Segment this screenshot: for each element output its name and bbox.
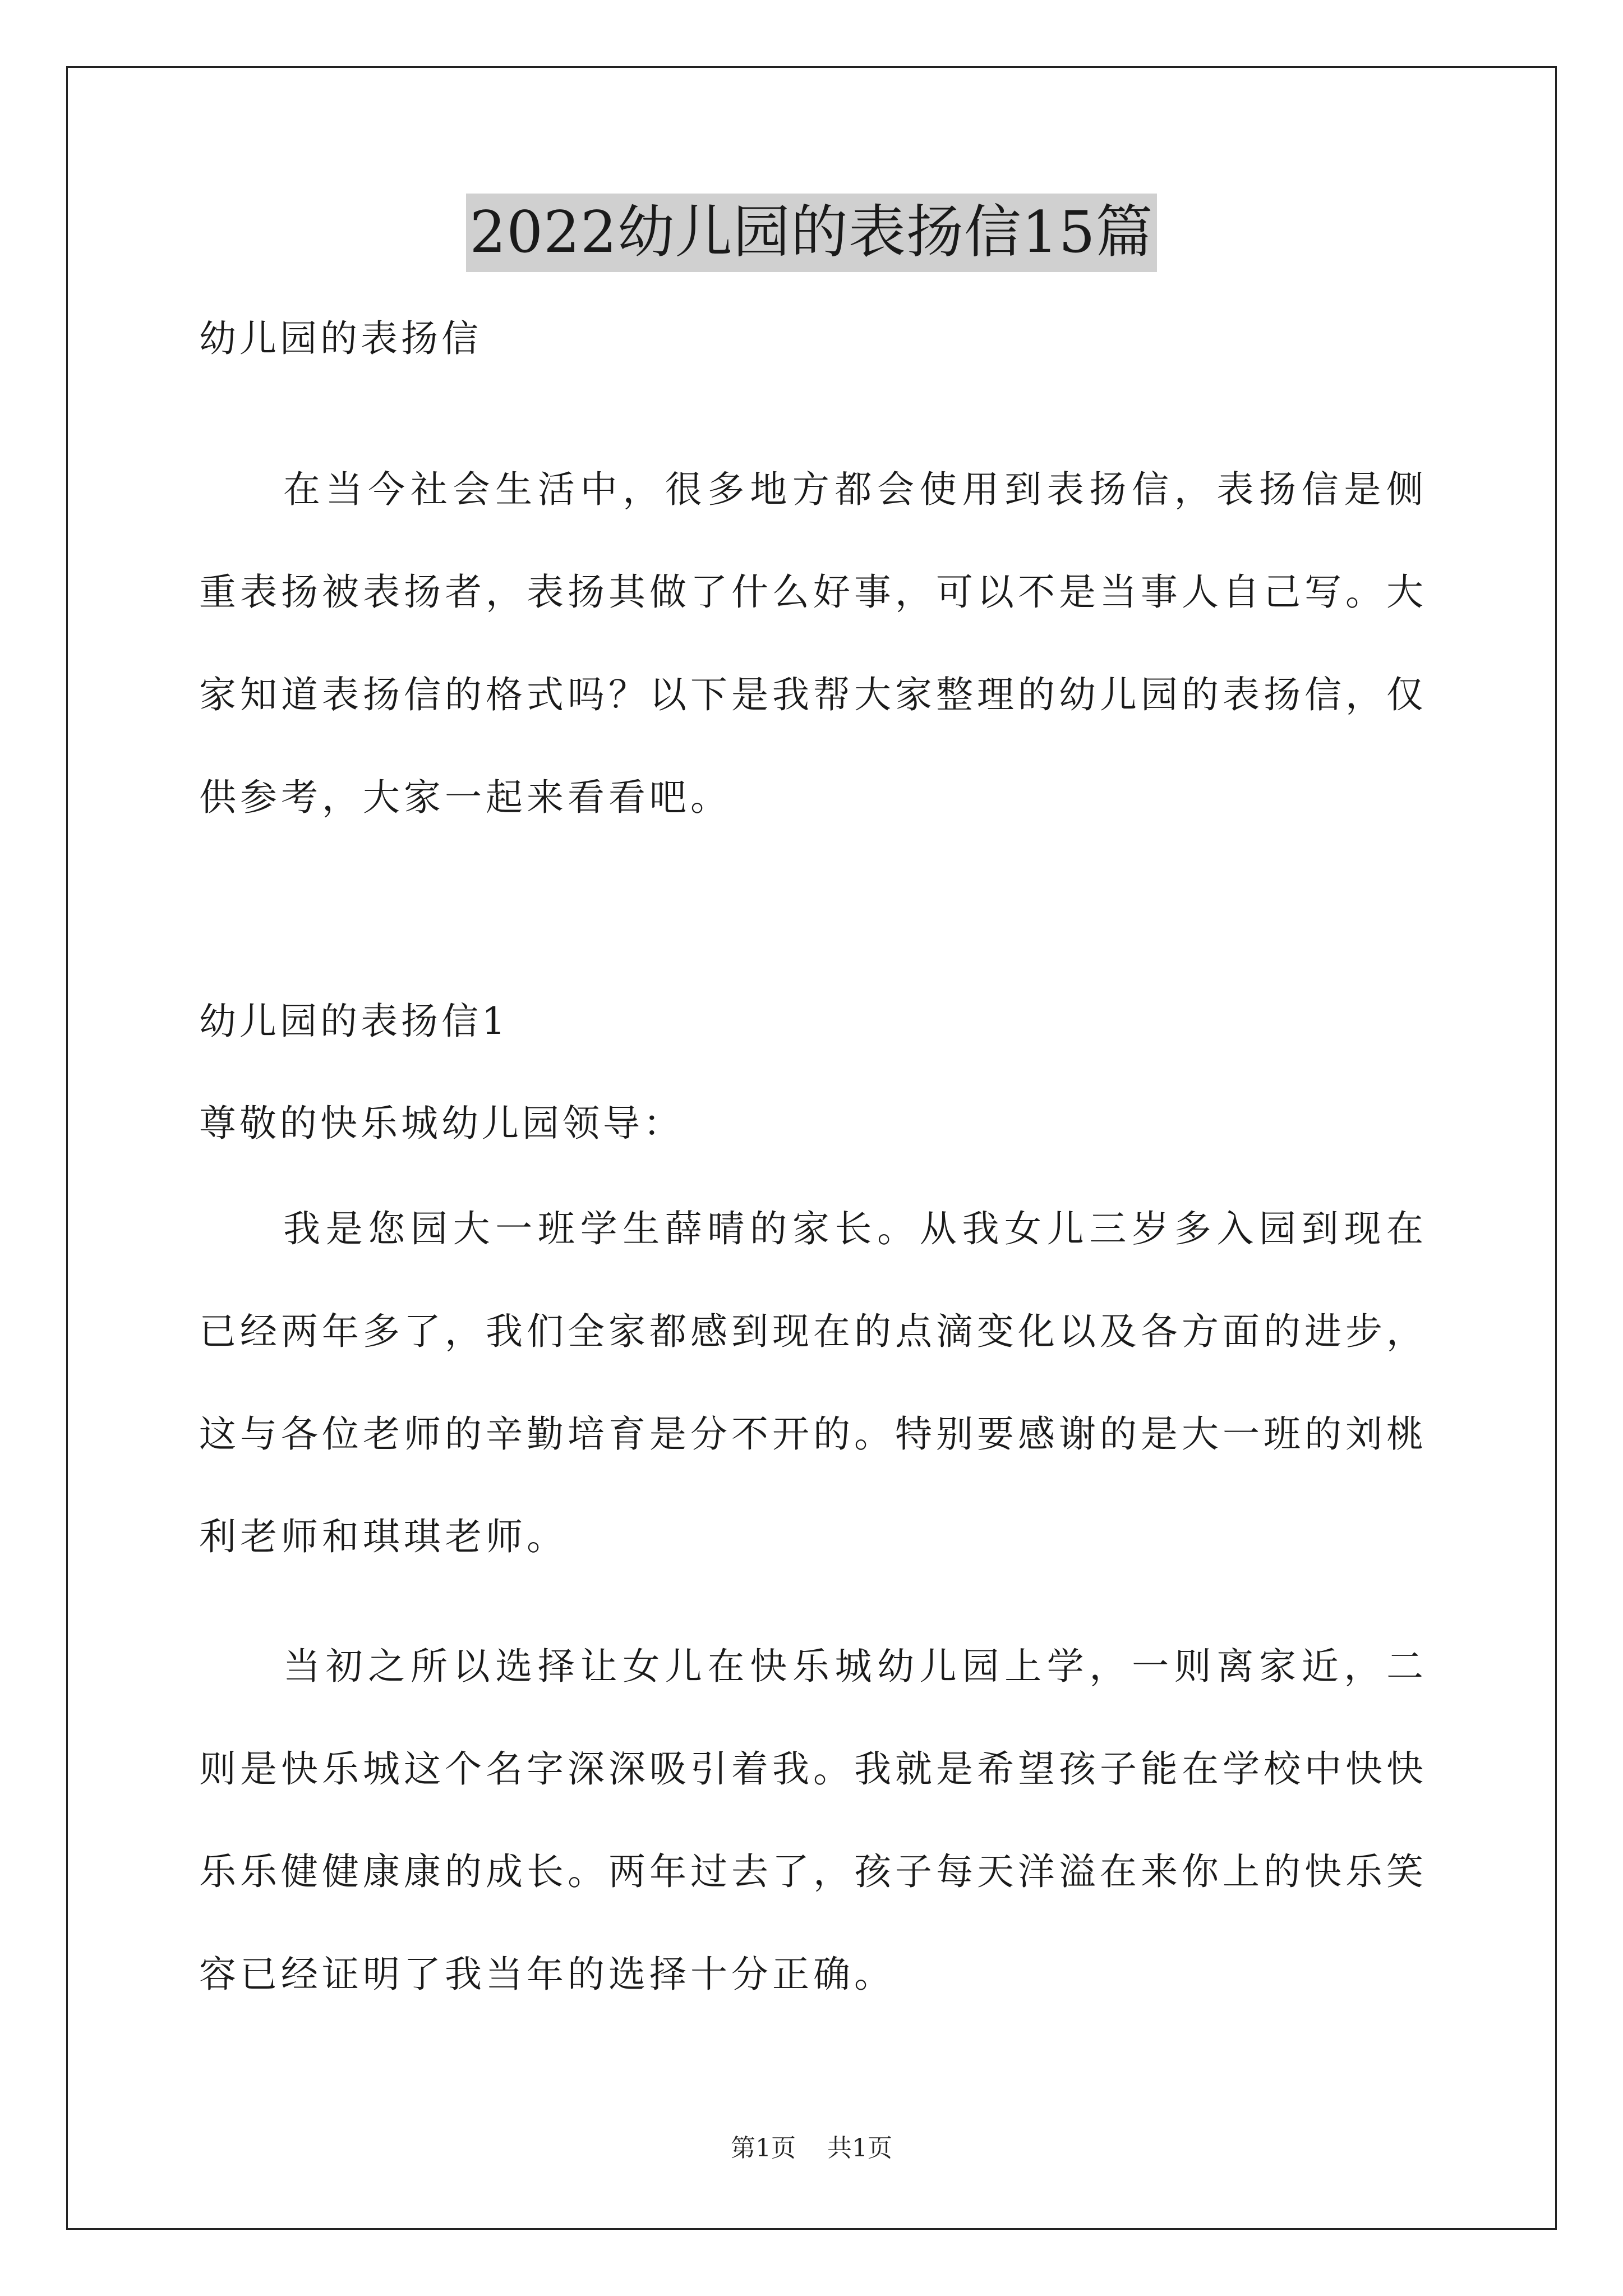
letter-1-salutation: 尊敬的快乐城幼儿园领导： xyxy=(199,1102,684,1145)
title-container xyxy=(0,194,1623,272)
letter-1-heading: 幼儿园的表扬信1 xyxy=(199,1000,509,1043)
letter-1-paragraph-1: 我是您园大一班学生薛晴的家长。从我女儿三岁多入园到现在已经两年多了，我们全家都感到现在的点滴变化以及各方面的进步，这与各位老师的辛勤培育是分不开的。特别要感谢的是大一班的刘桃利老师和琪琪老师。 xyxy=(199,1207,1427,1558)
page-number-current: 第1页 xyxy=(731,2134,796,2162)
intro-heading: 幼儿园的表扬信 xyxy=(199,317,482,360)
letter-1-paragraph-2: 当初之所以选择让女儿在快乐城幼儿园上学，一则离家近，二则是快乐城这个名字深深吸引着我。我就是希望孩子能在学校中快快乐乐健健康康的成长。两年过去了，孩子每天洋溢在来你上的快乐笑容已经证明了我当年的选择十分正确。 xyxy=(199,1645,1427,1996)
page-number-total: 共1页 xyxy=(827,2134,892,2162)
document-title: 2022幼儿园的表扬信15篇 xyxy=(466,194,1156,272)
page-footer xyxy=(0,2132,1623,2165)
intro-paragraph: 在当今社会生活中，很多地方都会使用到表扬信，表扬信是侧重表扬被表扬者，表扬其做了什么好事，可以不是当事人自己写。大家知道表扬信的格式吗？以下是我帮大家整理的幼儿园的表扬信，仅供参考，大家一起来看看吧。 xyxy=(199,468,1427,819)
